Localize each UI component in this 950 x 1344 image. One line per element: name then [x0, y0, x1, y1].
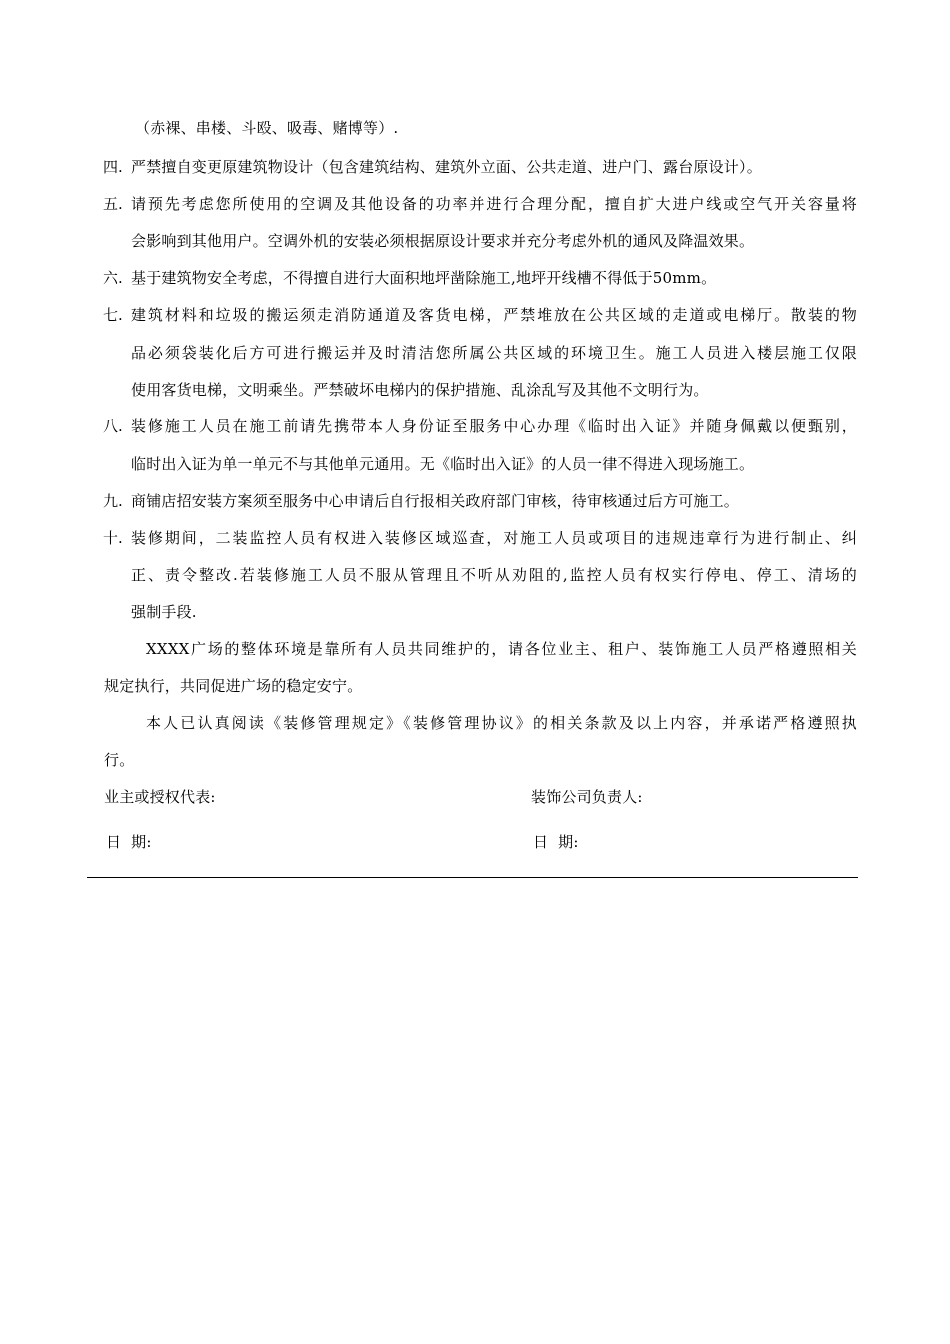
owner-date-label: 日 期:	[106, 833, 152, 851]
closing-paragraph-line-2: 规定执行，共同促进广场的稳定安宁。	[104, 677, 363, 695]
company-date-label: 日 期:	[533, 833, 579, 851]
item-8-text-line-2: 临时出入证为单一单元不与其他单元通用。无《临时出入证》的人员一律不得进入现场施工。	[131, 455, 755, 473]
item-number-10: 十.	[103, 529, 123, 547]
closing-paragraph-line-1: XXXX广场的整体环境是靠所有人员共同维护的，请各位业主、租户、装饰施工人员严格遵照相关	[146, 640, 857, 658]
item-number-7: 七.	[103, 306, 123, 324]
item-number-9: 九.	[103, 492, 123, 510]
item-number-4: 四.	[103, 158, 123, 176]
item-7-text-line-3: 使用客货电梯，文明乘坐。严禁破坏电梯内的保护措施、乱涂乱写及其他不文明行为。	[131, 381, 709, 399]
item-10-text-line-1: 装修期间，二装监控人员有权进入装修区域巡查，对施工人员或项目的违规违章行为进行制止、纠	[131, 529, 857, 547]
item-9-text: 商铺店招安装方案须至服务中心申请后自行报相关政府部门审核，待审核通过后方可施工。	[131, 492, 740, 510]
item-7-text-line-2: 品必须袋装化后方可进行搬运并及时清洁您所属公共区域的环境卫生。施工人员进入楼层施工仅限	[131, 344, 857, 362]
item-number-6: 六.	[103, 269, 123, 287]
item-5-text-line-1: 请预先考虑您所使用的空调及其他设备的功率并进行合理分配，擅自扩大进户线或空气开关容量将	[131, 195, 857, 213]
item-6-text: 基于建筑物安全考虑，不得擅自进行大面积地坪凿除施工,地坪开线槽不得低于50mm。	[131, 269, 717, 287]
item-10-text-line-2: 正、责令整改.若装修施工人员不服从管理且不听从劝阻的,监控人员有权实行停电、停工、清场的	[131, 566, 857, 584]
item-7-text-line-1: 建筑材料和垃圾的搬运须走消防通道及客货电梯，严禁堆放在公共区域的走道或电梯厅。散装的物	[131, 306, 857, 324]
owner-signature-label: 业主或授权代表:	[104, 788, 216, 806]
item-8-text-line-1: 装修施工人员在施工前请先携带本人身份证至服务中心办理《临时出入证》并随身佩戴以便甄别，	[131, 417, 857, 435]
footer-divider	[87, 877, 858, 878]
item-4-text: 严禁擅自变更原建筑物设计（包含建筑结构、建筑外立面、公共走道、进户门、露台原设计）。	[131, 158, 762, 176]
list-continuation-line: （赤裸、串楼、斗殴、吸毒、赌博等）.	[135, 119, 399, 137]
item-number-5: 五.	[103, 195, 123, 213]
item-10-text-line-3: 强制手段.	[131, 603, 197, 621]
company-signature-label: 装饰公司负责人:	[531, 788, 643, 806]
item-5-text-line-2: 会影响到其他用户。空调外机的安装必须根据原设计要求并充分考虑外机的通风及降温效果。	[131, 232, 755, 250]
commitment-paragraph-line-1: 本人已认真阅读《装修管理规定》《装修管理协议》的相关条款及以上内容，并承诺严格遵照执	[146, 714, 857, 732]
commitment-paragraph-line-2: 行。	[104, 751, 135, 769]
item-number-8: 八.	[103, 417, 123, 435]
